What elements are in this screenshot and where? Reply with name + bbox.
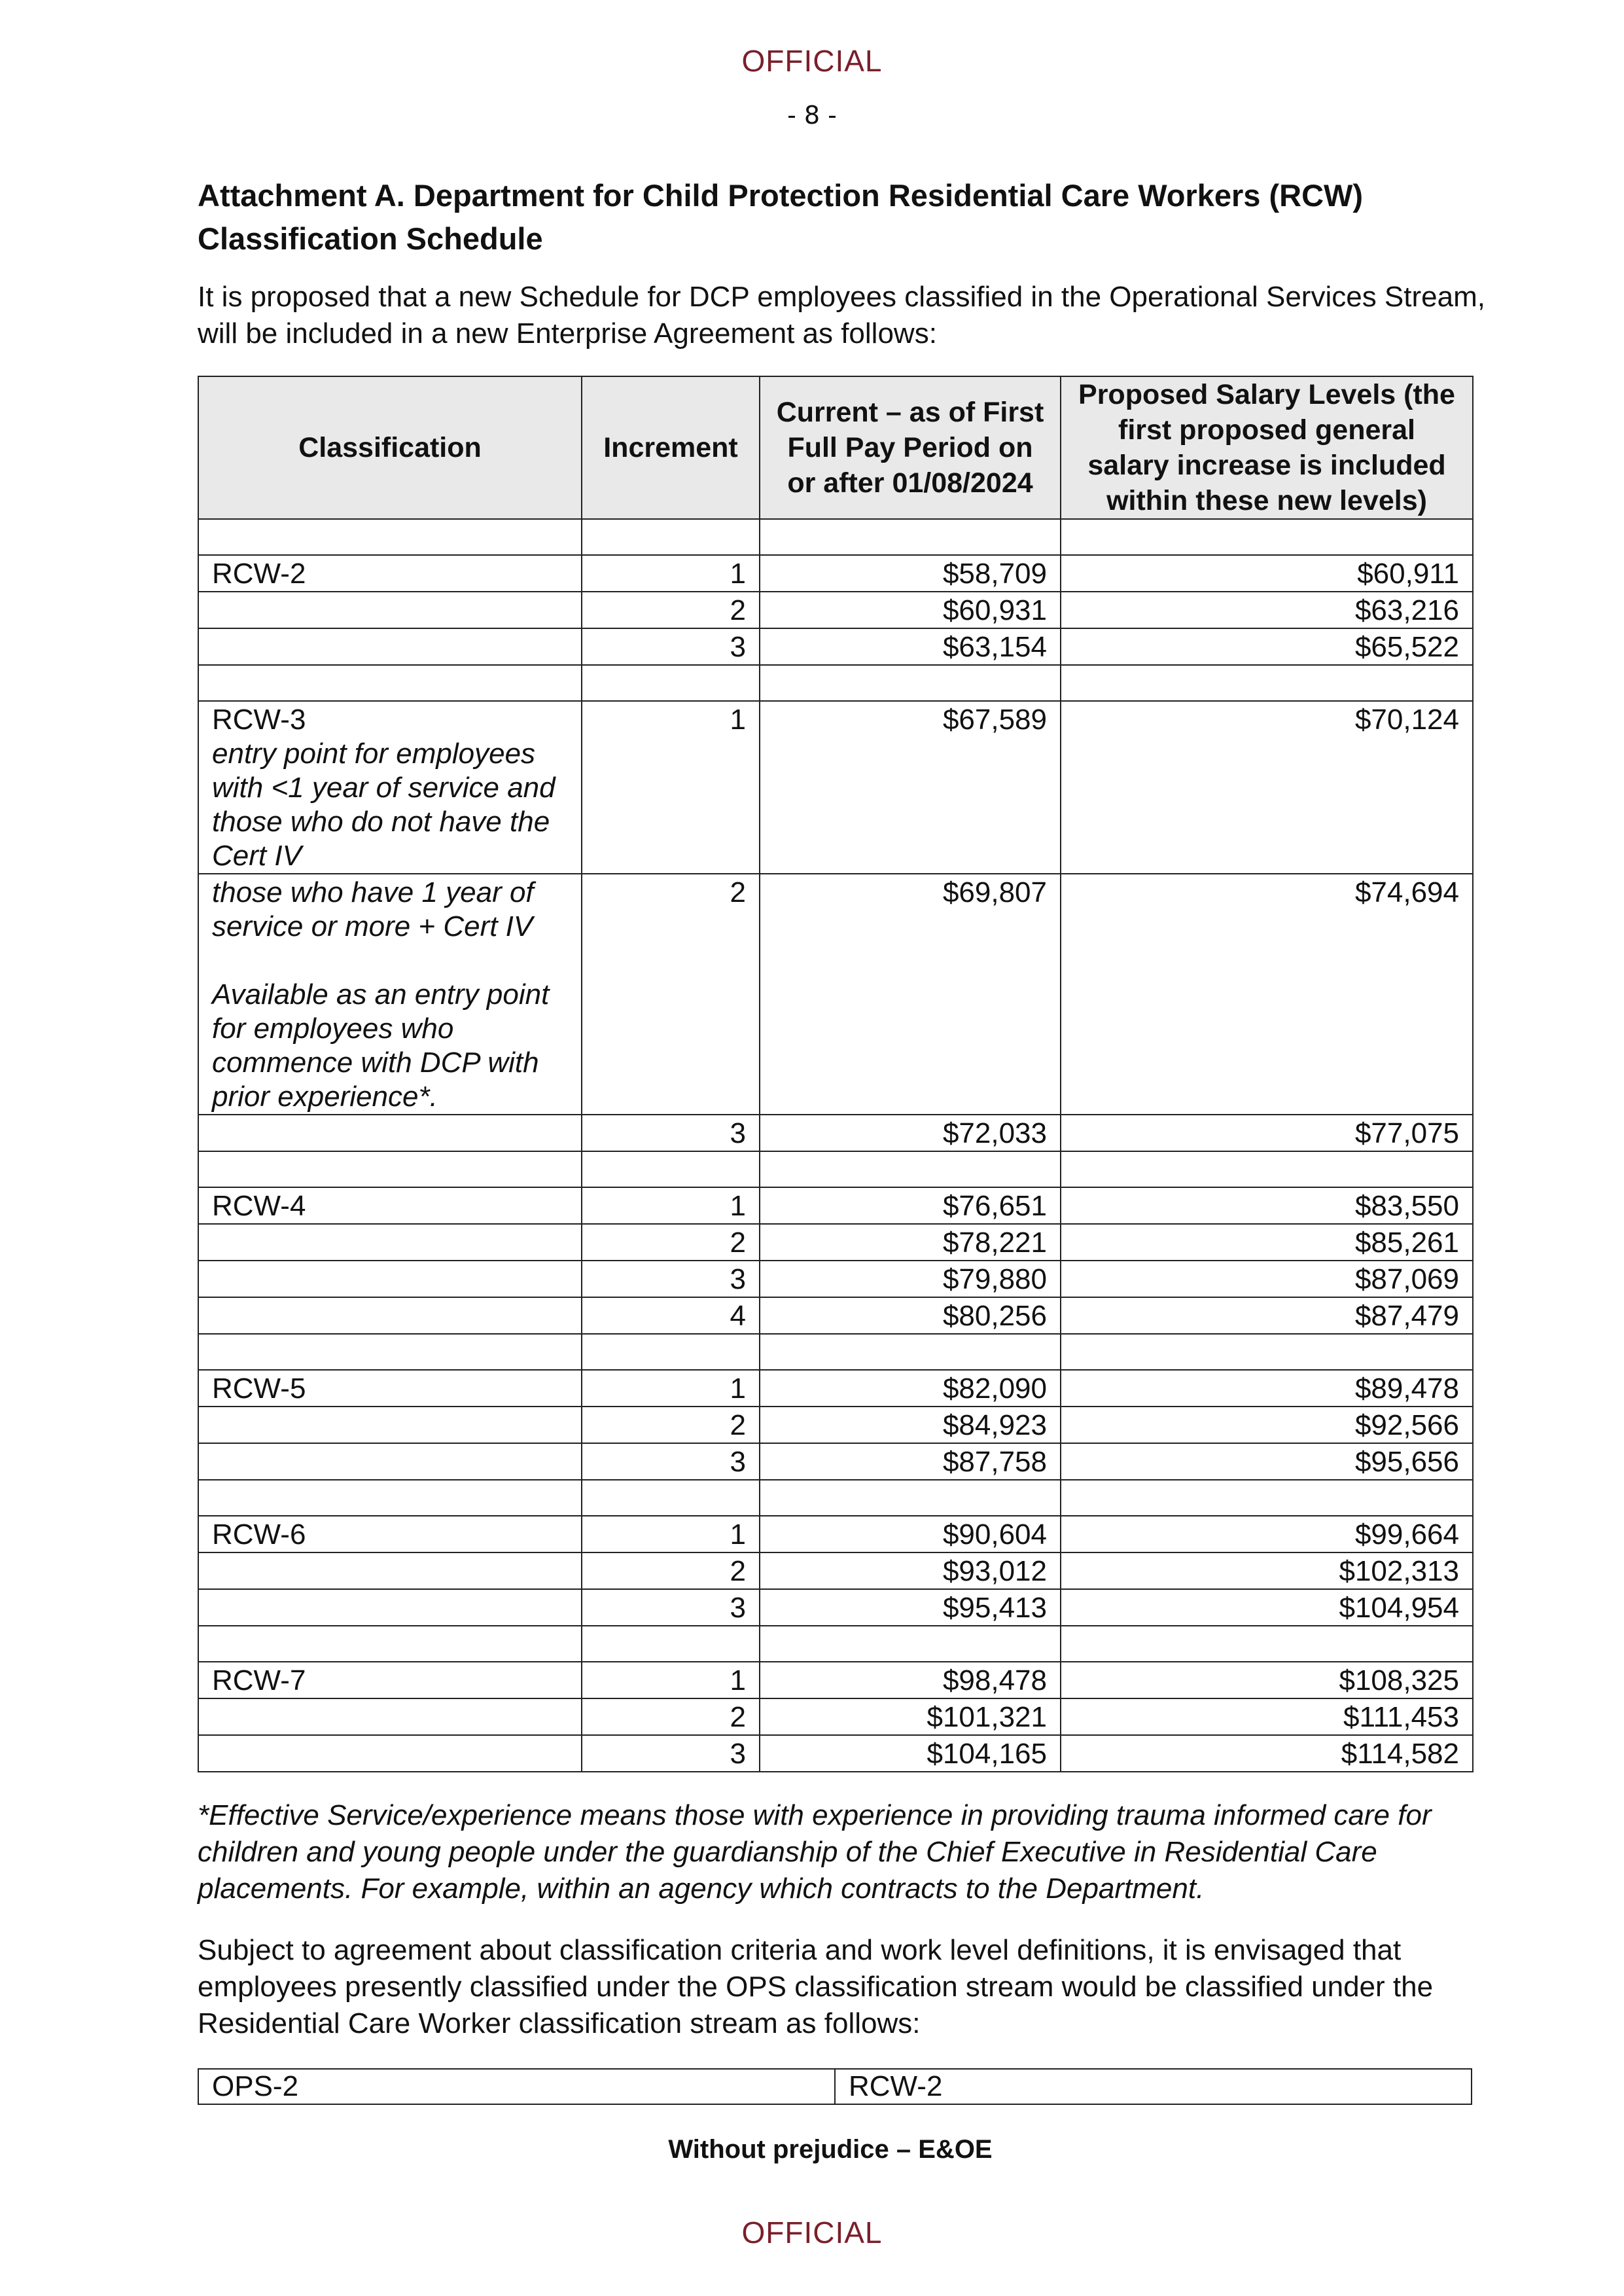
classification-cell: RCW-2 xyxy=(198,555,582,592)
classification-mapping-table xyxy=(198,2068,1472,2105)
current-salary-cell: $69,807 xyxy=(760,874,1061,1115)
proposed-salary-cell: $60,911 xyxy=(1061,555,1473,592)
table-row xyxy=(198,1552,1473,1589)
table-row xyxy=(198,1662,1473,1698)
table-row xyxy=(198,1735,1473,1772)
increment-cell: 2 xyxy=(582,874,760,1115)
without-prejudice-note: Without prejudice – E&OE xyxy=(668,2135,993,2164)
table-row xyxy=(198,1589,1473,1626)
increment-cell: 1 xyxy=(582,1370,760,1407)
proposed-salary-cell: $99,664 xyxy=(1061,1516,1473,1552)
intro-paragraph: It is proposed that a new Schedule for DCP employees classified in the Operational Services Stream, will be included in a new Enterprise Agreement as follows: xyxy=(198,281,1485,350)
increment-cell: 2 xyxy=(582,1698,760,1735)
classification-schedule-table xyxy=(198,376,1474,1772)
table-row xyxy=(198,1187,1473,1224)
current-salary-cell: $60,931 xyxy=(760,592,1061,628)
table-row xyxy=(198,2069,1472,2104)
table-row xyxy=(198,1261,1473,1297)
increment-cell: 3 xyxy=(582,1735,760,1772)
increment-cell: 2 xyxy=(582,1552,760,1589)
current-salary-cell: $98,478 xyxy=(760,1662,1061,1698)
increment-cell: 1 xyxy=(582,1516,760,1552)
classification-cell: RCW-6 xyxy=(198,1516,582,1552)
current-salary-cell: $63,154 xyxy=(760,628,1061,665)
table-row xyxy=(198,1370,1473,1407)
increment-cell: 3 xyxy=(582,628,760,665)
table-row xyxy=(198,701,1473,874)
table-row xyxy=(198,1516,1473,1552)
proposed-salary-cell: $89,478 xyxy=(1061,1370,1473,1407)
current-salary-cell: $104,165 xyxy=(760,1735,1061,1772)
proposed-salary-cell: $87,069 xyxy=(1061,1261,1473,1297)
proposed-salary-cell: $63,216 xyxy=(1061,592,1473,628)
increment-cell: 2 xyxy=(582,1224,760,1261)
table-header-row xyxy=(198,376,1473,519)
current-salary-cell: $78,221 xyxy=(760,1224,1061,1261)
table-row xyxy=(198,1297,1473,1334)
current-salary-cell: $95,413 xyxy=(760,1589,1061,1626)
security-marking-bottom: OFFICIAL xyxy=(741,2215,883,2250)
increment-cell: 1 xyxy=(582,1662,760,1698)
proposed-salary-cell: $77,075 xyxy=(1061,1115,1473,1151)
security-marking-top: OFFICIAL xyxy=(741,44,883,78)
increment-cell: 3 xyxy=(582,1443,760,1480)
current-salary-cell: $93,012 xyxy=(760,1552,1061,1589)
increment-cell: 1 xyxy=(582,701,760,874)
proposed-salary-cell: $114,582 xyxy=(1061,1735,1473,1772)
page-number: - 8 - xyxy=(787,101,837,130)
table-row xyxy=(198,1115,1473,1151)
current-salary-cell: $84,923 xyxy=(760,1407,1061,1443)
increment-cell: 1 xyxy=(582,555,760,592)
spacer-row xyxy=(198,1480,1473,1516)
spacer-row xyxy=(198,519,1473,555)
proposed-salary-cell: $87,479 xyxy=(1061,1297,1473,1334)
increment-cell: 3 xyxy=(582,1261,760,1297)
header-classification: Classification xyxy=(198,376,582,519)
increment-cell: 1 xyxy=(582,1187,760,1224)
mapping-from-cell: OPS-2 xyxy=(198,2069,835,2104)
current-salary-cell: $79,880 xyxy=(760,1261,1061,1297)
spacer-row xyxy=(198,1626,1473,1662)
current-salary-cell: $80,256 xyxy=(760,1297,1061,1334)
proposed-salary-cell: $74,694 xyxy=(1061,874,1473,1115)
proposed-salary-cell: $104,954 xyxy=(1061,1589,1473,1626)
mapping-paragraph: Subject to agreement about classification criteria and work level definitions, it is envisaged that employees presently classified under the OPS classification stream would be classified under the Residential Care Worker classification stream as follows: xyxy=(198,1934,1434,2039)
current-salary-cell: $90,604 xyxy=(760,1516,1061,1552)
current-salary-cell: $72,033 xyxy=(760,1115,1061,1151)
classification-cell: RCW-4 xyxy=(198,1187,582,1224)
attachment-heading: Attachment A. Department for Child Protection Residential Care Workers (RCW) Classification Schedule xyxy=(198,178,1364,256)
increment-cell: 2 xyxy=(582,592,760,628)
table-row xyxy=(198,592,1473,628)
table-row xyxy=(198,874,1473,1115)
proposed-salary-cell: $95,656 xyxy=(1061,1443,1473,1480)
proposed-salary-cell: $85,261 xyxy=(1061,1224,1473,1261)
mapping-to-cell: RCW-2 xyxy=(835,2069,1472,2104)
proposed-salary-cell: $65,522 xyxy=(1061,628,1473,665)
classification-note: Available as an entry point for employees who commence with DCP with prior experience*. xyxy=(212,978,550,1113)
header-increment: Increment xyxy=(582,376,760,519)
proposed-salary-cell: $83,550 xyxy=(1061,1187,1473,1224)
current-salary-cell: $101,321 xyxy=(760,1698,1061,1735)
increment-cell: 4 xyxy=(582,1297,760,1334)
current-salary-cell: $58,709 xyxy=(760,555,1061,592)
proposed-salary-cell: $108,325 xyxy=(1061,1662,1473,1698)
classification-cell: RCW-5 xyxy=(198,1370,582,1407)
proposed-salary-cell: $92,566 xyxy=(1061,1407,1473,1443)
classification-cell: RCW-7 xyxy=(198,1662,582,1698)
proposed-salary-cell: $70,124 xyxy=(1061,701,1473,874)
table-row xyxy=(198,1224,1473,1261)
current-salary-cell: $76,651 xyxy=(760,1187,1061,1224)
classification-cell xyxy=(198,701,582,874)
spacer-row xyxy=(198,1151,1473,1187)
spacer-row xyxy=(198,665,1473,701)
table-row xyxy=(198,1407,1473,1443)
current-salary-cell: $67,589 xyxy=(760,701,1061,874)
increment-cell: 3 xyxy=(582,1115,760,1151)
increment-cell: 2 xyxy=(582,1407,760,1443)
proposed-salary-cell: $102,313 xyxy=(1061,1552,1473,1589)
table-row xyxy=(198,1443,1473,1480)
experience-footnote: *Effective Service/experience means those with experience in providing trauma informed care for children and young people under the guardianship of the Chief Executive in Residential Care placements. For example, within an agency which contracts to the Department. xyxy=(198,1799,1432,1905)
spacer-row xyxy=(198,1334,1473,1370)
classification-note: those who have 1 year of service or more + Cert IV xyxy=(212,876,534,942)
increment-cell: 3 xyxy=(582,1589,760,1626)
proposed-salary-cell: $111,453 xyxy=(1061,1698,1473,1735)
table-row xyxy=(198,555,1473,592)
classification-cell xyxy=(198,874,582,1115)
header-proposed: Proposed Salary Levels (the first proposed general salary increase is included within these new levels) xyxy=(1061,376,1473,519)
header-current: Current – as of First Full Pay Period on or after 01/08/2024 xyxy=(760,376,1061,519)
classification-note: entry point for employees with <1 year of service and those who do not have the Cert IV xyxy=(212,738,556,872)
table-row xyxy=(198,628,1473,665)
table-row xyxy=(198,1698,1473,1735)
classification-label: RCW-3 xyxy=(212,704,306,736)
current-salary-cell: $82,090 xyxy=(760,1370,1061,1407)
current-salary-cell: $87,758 xyxy=(760,1443,1061,1480)
